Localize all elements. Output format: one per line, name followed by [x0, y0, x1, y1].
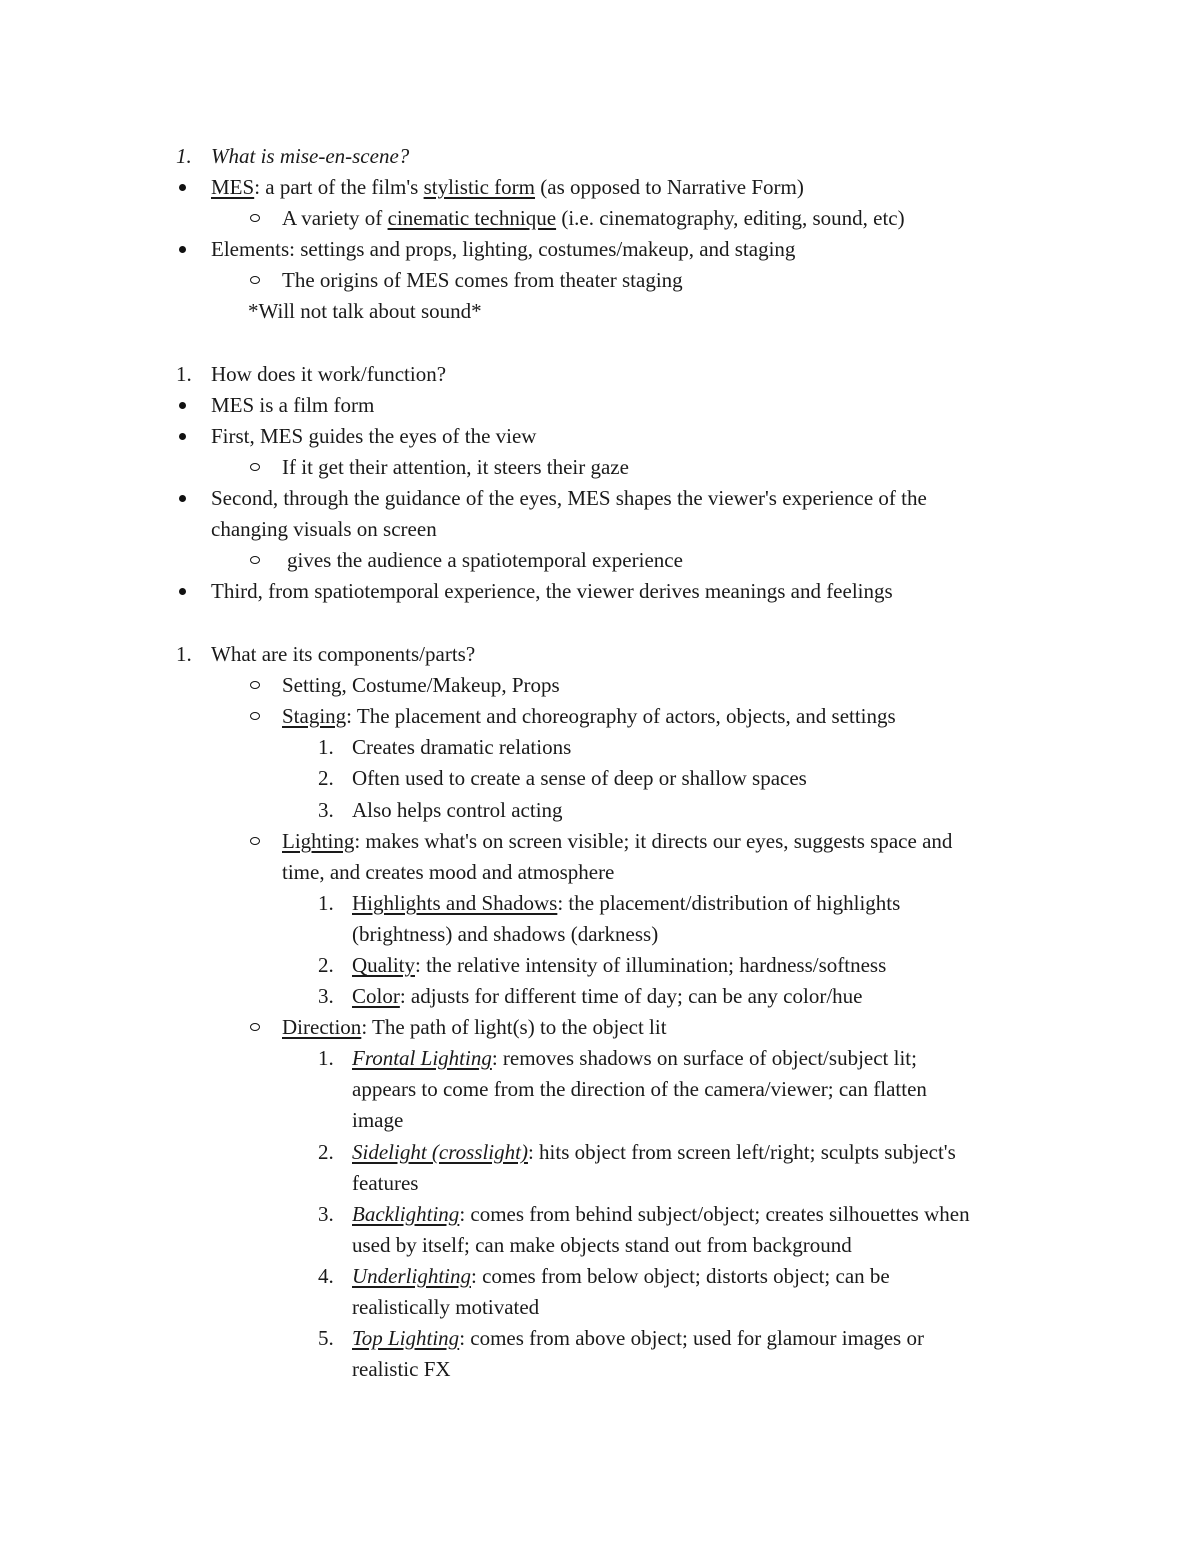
lighting-term: Lighting — [282, 829, 355, 853]
mes-post: (as opposed to Narrative Form) — [535, 175, 804, 199]
list-item — [352, 890, 900, 916]
highlights-term: Highlights and Shadows — [352, 891, 558, 915]
lighting-line-continued: time, and creates mood and atmosphere — [282, 860, 615, 884]
top-lighting-term: Top Lighting — [352, 1326, 460, 1350]
underlighting-def: : comes from below object; distorts object; can be — [471, 1264, 890, 1288]
lighting-line — [282, 828, 952, 854]
sub-bullet-text: If it get their attention, it steers their gaze — [282, 455, 629, 479]
list-item — [352, 1045, 917, 1071]
mes-term: MES — [211, 175, 255, 199]
variety-line — [282, 205, 905, 231]
list-number: 1. — [318, 735, 334, 759]
list-number: 4. — [318, 1264, 334, 1288]
section-2-number: 1. — [176, 362, 192, 386]
staging-def: : The placement and choreography of actors, objects, and settings — [346, 704, 896, 728]
list-number: 3. — [318, 1202, 334, 1226]
list-item-continued: realistically motivated — [352, 1295, 540, 1319]
bullet-text-continued: changing visuals on screen — [211, 517, 437, 541]
bullet-text: Second, through the guidance of the eyes, MES shapes the viewer's experience of the — [211, 486, 927, 510]
list-number: 5. — [318, 1326, 334, 1350]
list-number: 2. — [318, 953, 334, 977]
color-def: : adjusts for different time of day; can be any color/hue — [399, 984, 863, 1008]
frontal-lighting-term: Frontal Lighting — [352, 1046, 492, 1070]
list-number: 1. — [318, 1046, 334, 1070]
sidelight-def: : hits object from screen left/right; sculpts subject's — [527, 1140, 956, 1164]
list-number: 1. — [318, 891, 334, 915]
bullet-text: Third, from spatiotemporal experience, the viewer derives meanings and feelings — [211, 579, 893, 603]
variety-pre: A variety of — [282, 206, 388, 230]
top-lighting-def: : comes from above object; used for glamour images or — [459, 1326, 924, 1350]
list-item-continued: (brightness) and shadows (darkness) — [352, 922, 659, 946]
section-1-number: 1. — [176, 144, 192, 168]
list-item — [352, 952, 886, 978]
setting-line: Setting, Costume/Makeup, Props — [282, 673, 560, 697]
list-item-continued: image — [352, 1108, 404, 1132]
backlighting-def: : comes from behind subject/object; creates silhouettes when — [459, 1202, 970, 1226]
sub-bullet-text: gives the audience a spatiotemporal experience — [287, 548, 683, 572]
bullet-text: First, MES guides the eyes of the view — [211, 424, 537, 448]
section-3-heading: What are its components/parts? — [211, 642, 476, 666]
cinematic-technique-term: cinematic technique — [387, 206, 557, 230]
quality-term: Quality — [352, 953, 415, 977]
elements-line: Elements: settings and props, lighting, costumes/makeup, and staging — [211, 237, 796, 261]
list-item — [352, 983, 862, 1009]
lighting-def: : makes what's on screen visible; it directs our eyes, suggests space and — [354, 829, 953, 853]
staging-term: Staging — [282, 704, 347, 728]
backlighting-term: Backlighting — [352, 1202, 460, 1226]
staging-line — [282, 703, 896, 729]
color-term: Color — [352, 984, 400, 1008]
origins-line: The origins of MES comes from theater staging — [282, 268, 683, 292]
quality-def: : the relative intensity of illumination; hardness/softness — [415, 953, 887, 977]
list-number: 2. — [318, 766, 334, 790]
list-number: 3. — [318, 984, 334, 1008]
section-3-number: 1. — [176, 642, 192, 666]
sound-note: *Will not talk about sound* — [248, 299, 482, 323]
list-item: Often used to create a sense of deep or shallow spaces — [352, 766, 807, 790]
stylistic-form-term: stylistic form — [423, 175, 536, 199]
bullet-text: MES is a film form — [211, 393, 375, 417]
underlighting-term: Underlighting — [352, 1264, 471, 1288]
list-item: Creates dramatic relations — [352, 735, 572, 759]
variety-post: (i.e. cinematography, editing, sound, etc) — [556, 206, 905, 230]
section-1-heading: What is mise-en-scene? — [211, 144, 410, 168]
list-item — [352, 1201, 970, 1227]
list-number: 3. — [318, 798, 334, 822]
list-item: Also helps control acting — [352, 798, 563, 822]
direction-def: : The path of light(s) to the object lit — [361, 1015, 667, 1039]
list-item — [352, 1325, 924, 1351]
sidelight-term: Sidelight (crosslight) — [352, 1140, 528, 1164]
list-item-continued: used by itself; can make objects stand out from background — [352, 1233, 852, 1257]
mes-pre: : a part of the film's — [254, 175, 424, 199]
list-item-continued: realistic FX — [352, 1357, 451, 1381]
list-item — [352, 1263, 890, 1289]
list-number: 2. — [318, 1140, 334, 1164]
frontal-def: : removes shadows on surface of object/subject lit; — [491, 1046, 917, 1070]
list-item — [352, 1139, 956, 1165]
highlights-def: : the placement/distribution of highlights — [557, 891, 901, 915]
list-item-continued: appears to come from the direction of the camera/viewer; can flatten — [352, 1077, 927, 1101]
direction-term: Direction — [282, 1015, 362, 1039]
mes-definition-line — [211, 174, 804, 200]
direction-line — [282, 1014, 667, 1040]
section-2-heading: How does it work/function? — [211, 362, 447, 386]
list-item-continued: features — [352, 1171, 419, 1195]
